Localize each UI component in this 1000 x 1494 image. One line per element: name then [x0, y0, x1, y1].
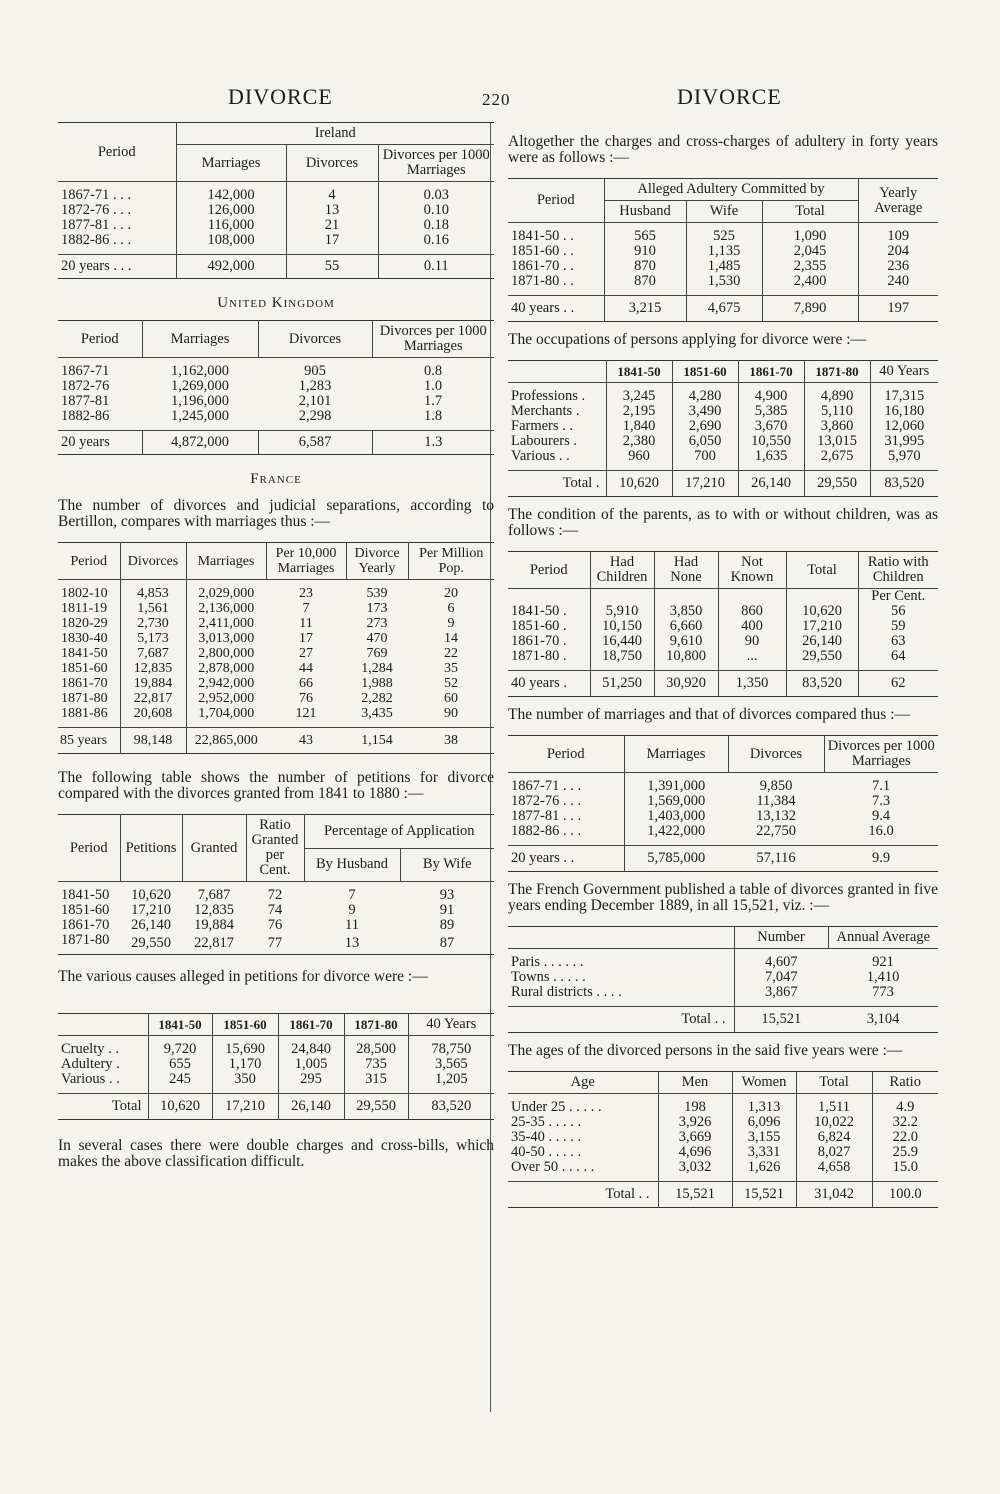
table-row: Various . . 245 350 295 315 1,205 [58, 1072, 494, 1087]
total-row: Total . . 15,521 15,521 31,042 100.0 [508, 1182, 938, 1208]
running-head-right: DIVORCE [677, 84, 782, 109]
col-header: Period [546, 745, 585, 762]
col-header [508, 361, 606, 383]
total-row: Total . . 15,521 3,104 [508, 1007, 938, 1033]
col-header: Divorces per 1000 Marriages [824, 736, 938, 773]
col-header: 40 Years [408, 1014, 494, 1036]
col-header: Period [97, 143, 136, 160]
ages-intro: The ages of the divorced persons in the said five years were :— [508, 1042, 903, 1059]
col-header: Women [732, 1072, 796, 1094]
col-header: Number [734, 927, 828, 949]
col-header: 1851-60 [212, 1014, 278, 1036]
col-header: Petitions [120, 815, 182, 882]
col-header: Ratio [872, 1072, 938, 1094]
col-header: Period [70, 553, 108, 569]
table-row: 1841-50 . . 565 525 1,090 109 [508, 229, 938, 244]
total-row: 20 years 4,872,000 6,587 1.3 [58, 431, 494, 455]
col-header: Yearly Average [858, 179, 938, 223]
total-row: Total 10,620 17,210 26,140 29,550 83,520 [58, 1094, 494, 1120]
occupations-table [508, 360, 938, 497]
col-header: Marriages [624, 736, 728, 773]
ages-table [508, 1071, 938, 1208]
table-row: 1877-81 1,196,000 2,101 1.7 [61, 393, 443, 409]
table-row: Under 25 . . . . . 198 1,313 1,511 4.9 [508, 1100, 938, 1115]
col-header: 1841-50 [148, 1014, 212, 1036]
table-row: 1861-70 19,884 2,942,000 66 1,988 52 [61, 676, 458, 691]
uk-table [58, 320, 494, 455]
table-row: Various . . 960 700 1,635 2,675 5,970 [508, 449, 938, 464]
running-head-left: DIVORCE [228, 84, 333, 109]
col-header: Divorces [728, 736, 824, 773]
col-header: Ratio with Children [858, 552, 938, 589]
col-header: Divorces per 1000 Marriages [372, 321, 494, 358]
table-row: 1867-71 1,162,000 905 0.8 [61, 363, 443, 379]
table-row: 1872-76 . . . 1,569,000 11,384 7.3 [511, 793, 891, 809]
table-row: 1871-80 . 18,750 10,800 ... 29,550 64 [508, 649, 938, 664]
table-row: Professions . 3,245 4,280 4,900 4,890 17,315 [508, 389, 938, 404]
table-row: Paris . . . . . . 4,607 921 [511, 954, 894, 970]
causes-intro: The various causes alleged in petitions for divorce were :— [58, 968, 428, 985]
total-row: 40 years . . 3,215 4,675 7,890 197 [508, 296, 938, 322]
gov-intro: The French Government published a table of divorces granted in five years ending December 1889, in all 15,521, viz. :— [508, 881, 938, 914]
col-header: Wife [686, 201, 762, 223]
adultery-table [508, 178, 938, 322]
table-row: Rural districts . . . . 3,867 773 [511, 984, 894, 1000]
table-row: 1802-10 4,853 2,029,000 23 539 20 [61, 586, 458, 601]
col-header: Divorces [120, 543, 186, 580]
col-header: Granted [182, 815, 246, 882]
col-header: Period [536, 192, 575, 208]
col-header: 1851-60 [672, 361, 738, 383]
col-header: Divorces per 1000 Marriages [378, 145, 494, 182]
left-column [58, 122, 494, 1182]
ireland-table [58, 122, 494, 279]
right-column [508, 122, 938, 1208]
total-row: 40 years . 51,250 30,920 1,350 83,520 62 [508, 671, 938, 697]
table-row: 1881-86 20,608 1,704,000 121 3,435 90 [61, 706, 458, 721]
col-header [508, 927, 734, 949]
col-header: 1871-80 [344, 1014, 408, 1036]
table-row: 1867-71 . . . 1,391,000 9,850 7.1 [511, 778, 891, 794]
table-row: 1882-86 1,245,000 2,298 1.8 [61, 408, 443, 424]
table-row: 1861-70 . . 870 1,485 2,355 236 [508, 259, 938, 274]
table-row: Farmers . . 1,840 2,690 3,670 3,860 12,060 [508, 419, 938, 434]
col-header: Ratio Granted per Cent. [246, 815, 304, 882]
col-header: Total [786, 552, 858, 589]
table-row: Labourers . 2,380 6,050 10,550 13,015 31,995 [508, 434, 938, 449]
col-header: By Husband [304, 848, 400, 882]
table-row: 1841-50 . 5,910 3,850 860 10,620 56 [508, 604, 938, 619]
col-header: Marriages [186, 543, 266, 580]
table-row: Merchants . 2,195 3,490 5,385 5,110 16,180 [508, 404, 938, 419]
table-row: 1851-60 17,210 12,835 74 9 91 [61, 902, 455, 918]
uk-title: United Kingdom [217, 295, 335, 311]
col-header: Period [529, 561, 568, 578]
table-row: Adultery . 655 1,170 1,005 735 3,565 [58, 1057, 494, 1072]
table-row: 1882-86 . . . 1,422,000 22,750 16.0 [511, 823, 894, 839]
table-row: 1851-60 . 10,150 6,660 400 17,210 59 [508, 619, 938, 634]
table-row: 1841-50 10,620 7,687 72 7 93 [61, 887, 455, 903]
col-header: Total [762, 201, 858, 223]
table-row: 1841-50 7,687 2,800,000 27 769 22 [61, 646, 458, 661]
col-header: Not Known [718, 552, 786, 589]
petitions-intro: The following table shows the number of petitions for divorce compared with the divorces granted from 1841 to 1880 :— [58, 769, 494, 802]
table-row: 1871-80 22,817 2,952,000 76 2,282 60 [61, 691, 458, 706]
col-header: 1871-80 [804, 361, 870, 383]
col-header: 1841-50 [606, 361, 672, 383]
col-header: Percentage of Application [304, 815, 494, 849]
france-intro: The number of divorces and judicial separations, according to Bertillon, compares with marriages thus :— [58, 497, 494, 530]
col-header: Marriages [176, 145, 286, 182]
col-header: Marriages [142, 321, 258, 358]
table-row: Towns . . . . . 7,047 1,410 [511, 969, 900, 985]
table-row: 1877-81 . . . 1,403,000 13,132 9.4 [511, 808, 891, 824]
table-row: 25-35 . . . . . 3,926 6,096 10,022 32.2 [508, 1115, 938, 1130]
page-number: 220 [482, 90, 511, 109]
occupations-intro: The occupations of persons applying for divorce were :— [508, 331, 867, 348]
table-row: 1811-19 1,561 2,136,000 7 173 6 [61, 601, 455, 616]
col-header: Per 10,000 Marriages [266, 543, 346, 580]
children-table [508, 551, 938, 697]
table-row: 1882-86 . . . 108,000 17 0.16 [58, 233, 494, 248]
total-row: Total . 10,620 17,210 26,140 29,550 83,520 [508, 471, 938, 497]
unit-label: Per Cent. [858, 589, 938, 605]
col-header: Alleged Adultery Committed by [604, 179, 858, 201]
col-header: Men [658, 1072, 732, 1094]
france2-intro: The number of marriages and that of divorces compared thus :— [508, 706, 911, 723]
col-header: Period [80, 330, 119, 347]
total-row: 85 years 98,148 22,865,000 43 1,154 38 [58, 728, 494, 754]
table-row: 1871-80 29,550 22,817 77 13 87 [61, 932, 455, 951]
col-header: Age [570, 1074, 595, 1090]
col-header: Period [69, 839, 108, 856]
col-header: Annual Average [828, 927, 938, 949]
col-header: 1861-70 [738, 361, 804, 383]
causes-footer: In several cases there were double charges and cross-bills, which makes the above classification difficult. [58, 1137, 494, 1170]
table-row: 1830-40 5,173 3,013,000 17 470 14 [61, 631, 458, 646]
col-header: Had None [654, 552, 718, 589]
gov-table [508, 926, 938, 1033]
col-header [58, 1014, 148, 1036]
table-row: 1877-81 . . . 116,000 21 0.18 [58, 218, 494, 233]
table-row: 1872-76 1,269,000 1,283 1.0 [61, 378, 443, 394]
total-row: 20 years . . 5,785,000 57,116 9.9 [508, 846, 938, 872]
adultery-intro: Altogether the charges and cross-charges of adultery in forty years were as follows :— [508, 133, 938, 166]
col-header: Divorce Yearly [346, 543, 408, 580]
col-header: Total [796, 1072, 872, 1094]
col-header: Husband [604, 201, 686, 223]
france-title: France [250, 471, 302, 487]
causes-table [58, 1013, 494, 1120]
table-row: 1851-60 . . 910 1,135 2,045 204 [508, 244, 938, 259]
children-intro: The condition of the parents, as to with or without children, was as follows :— [508, 506, 938, 539]
ireland-title: Ireland [176, 123, 494, 145]
table-row: Over 50 . . . . . 3,032 1,626 4,658 15.0 [508, 1160, 938, 1175]
table-row: 1867-71 . . . 142,000 4 0.03 [58, 188, 494, 203]
france2-table [508, 735, 938, 872]
table-row: 1872-76 . . . 126,000 13 0.10 [58, 203, 494, 218]
col-header: Had Children [590, 552, 654, 589]
table-row: 1861-70 26,140 19,884 76 11 89 [61, 917, 455, 933]
table-row: Cruelty . . 9,720 15,690 24,840 28,500 78,750 [58, 1042, 494, 1057]
table-row: 1851-60 12,835 2,878,000 44 1,284 35 [61, 661, 458, 676]
table-row: 1820-29 2,730 2,411,000 11 273 9 [61, 616, 455, 631]
france-table [58, 542, 494, 754]
table-row: 40-50 . . . . . 4,696 3,331 8,027 25.9 [508, 1145, 938, 1160]
col-header: Divorces [286, 145, 378, 182]
col-header: Per Million Pop. [408, 543, 494, 580]
col-header: Divorces [258, 321, 372, 358]
col-header: 40 Years [870, 361, 938, 383]
table-row: 1861-70 . 16,440 9,610 90 26,140 63 [508, 634, 938, 649]
col-header: 1861-70 [278, 1014, 344, 1036]
total-row: 20 years . . . 492,000 55 0.11 [58, 255, 494, 279]
table-row: 35-40 . . . . . 3,669 3,155 6,824 22.0 [508, 1130, 938, 1145]
petitions-table [58, 814, 494, 955]
table-row: 1871-80 . . 870 1,530 2,400 240 [508, 274, 938, 289]
col-header: By Wife [400, 848, 494, 882]
